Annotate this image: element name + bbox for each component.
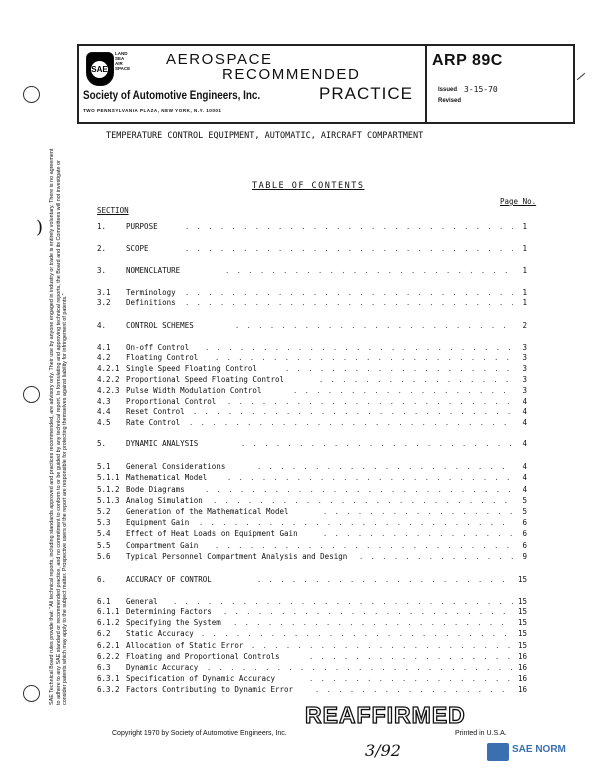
toc-entry: 6.3.1 Specification of Dynamic Accuracy . . . 16 — [97, 673, 527, 685]
reaffirmed-stamp: REAFFIRMED — [305, 702, 466, 728]
society-name: Society of Automotive Engineers, Inc. — [83, 90, 261, 102]
toc-entry: 5.1 General Considerations . . . 4 — [97, 461, 527, 473]
header-title-line3: PRACTICE — [319, 84, 413, 103]
toc-entry: 6.2.2 Floating and Proportional Controls . . . 16 — [97, 651, 527, 663]
sae-logo: SAE — [86, 52, 114, 86]
sae-norm-logo-icon — [487, 743, 509, 761]
toc-entry: 6.2 Static Accuracy . . . 15 — [97, 628, 527, 640]
printed-in-usa: Printed in U.S.A. — [455, 730, 507, 737]
issued-date: 3-15-70 — [464, 85, 498, 94]
handwritten-date: 3/92 — [365, 741, 401, 760]
toc-entry: 6.3 Dynamic Accuracy . . . 16 — [97, 662, 527, 674]
binder-hole — [23, 386, 40, 403]
header-divider — [425, 46, 427, 122]
toc-entry: 4.2 Floating Control . . . 3 — [97, 352, 527, 364]
toc-entry: 5.1.1 Mathematical Model . . . 4 — [97, 472, 527, 484]
toc-entry: 6.1.1 Determining Factors . . . 15 — [97, 606, 527, 618]
toc-entry: 4.3 Proportional Control . . . 4 — [97, 396, 527, 408]
margin-tick — [577, 73, 585, 80]
society-address: TWO PENNSYLVANIA PLAZA, NEW YORK, N.Y. 10001 — [83, 108, 222, 113]
toc-entry: 4.4 Reset Control . . . 4 — [97, 406, 527, 418]
margin-mark: ) — [36, 217, 44, 238]
header-title-line1: AEROSPACE — [166, 51, 273, 68]
toc-entry: 5.2 Generation of the Mathematical Model . . . 5 — [97, 506, 527, 518]
toc-entry: 4. CONTROL SCHEMES . . . 2 — [97, 320, 527, 332]
revised-label: Revised — [438, 98, 462, 104]
toc-entry: 4.1 On-off Control . . . 3 — [97, 342, 527, 354]
watermark-brand: SAE NORM — [512, 744, 566, 755]
toc-entry: 6.1.2 Specifying the System . . . 15 — [97, 617, 527, 629]
toc-entry: 5.3 Equipment Gain . . . 6 — [97, 517, 527, 529]
copyright-line: Copyright 1970 by Society of Automotive Engineers, Inc. — [112, 730, 287, 737]
binder-hole — [23, 685, 40, 702]
toc-entry: 6.1 General . . . 15 — [97, 596, 527, 608]
header-box — [77, 44, 575, 124]
toc-entry: 5. DYNAMIC ANALYSIS . . . 4 — [97, 438, 527, 450]
header-title-line2: RECOMMENDED — [222, 66, 361, 83]
logo-side-text: LAND SEA AIR SPACE — [115, 51, 131, 71]
toc-entry: 4.5 Rate Control . . . 4 — [97, 417, 527, 429]
toc-section-label: SECTION — [97, 206, 129, 215]
toc-entry: 4.2.3 Pulse Width Modulation Control . . . 3 — [97, 385, 527, 397]
toc-entry: 6.2.1 Allocation of Static Error . . . 15 — [97, 640, 527, 652]
toc-entry: 5.5 Compartment Gain . . . 6 — [97, 540, 527, 552]
issued-label: Issued — [438, 87, 458, 93]
toc-entry: 5.1.2 Bode Diagrams . . . 4 — [97, 484, 527, 496]
toc-entry: 5.6 Typical Personnel Compartment Analysis and Design . . . 9 — [97, 551, 527, 563]
toc-entry: 3.2 Definitions . . . 1 — [97, 297, 527, 309]
toc-entry: 6. ACCURACY OF CONTROL . . . 15 — [97, 574, 527, 586]
toc-entry: 4.2.1 Single Speed Floating Control . . . 3 — [97, 363, 527, 375]
document-title: TEMPERATURE CONTROL EQUIPMENT, AUTOMATIC, AIRCRAFT COMPARTMENT — [106, 131, 424, 141]
toc-entry: 3.1 Terminology . . . 1 — [97, 287, 527, 299]
toc-entry: 5.1.3 Analog Simulation . . . 5 — [97, 495, 527, 507]
toc-entry: 1. PURPOSE . . . 1 — [97, 221, 527, 233]
toc-entry: 4.2.2 Proportional Speed Floating Control . . . 3 — [97, 374, 527, 386]
binder-hole — [23, 86, 40, 103]
toc-entry: 3. NOMENCLATURE . . . 1 — [97, 265, 527, 277]
toc-heading: TABLE OF CONTENTS — [252, 181, 365, 191]
toc-entry: 6.3.2 Factors Contributing to Dynamic Error . . . 16 — [97, 684, 527, 696]
side-disclaimer: SAE Technical Board rules provide that: "All technical reports, including standards approved and practices recommended, are advisory only. Their use by anyone engaged in industry or trade is entirely voluntary. There is no agreement to adhere to any SAE standard or recommended practice, and no commitment to conform to or be guided by any technical report. In formulating and approving technical reports, the Board and its Committees will not investigate or consider patents which may apply to the subject matter. Prospective users of the report are responsible for protecting themselves against liability for infringement of patents." — [49, 148, 68, 705]
document-number: ARP 89C — [432, 52, 503, 69]
toc-page-label: Page No. — [500, 197, 537, 206]
toc-entry: 2. SCOPE . . . 1 — [97, 243, 527, 255]
toc-entry: 5.4 Effect of Heat Loads on Equipment Gain . . . 6 — [97, 528, 527, 540]
